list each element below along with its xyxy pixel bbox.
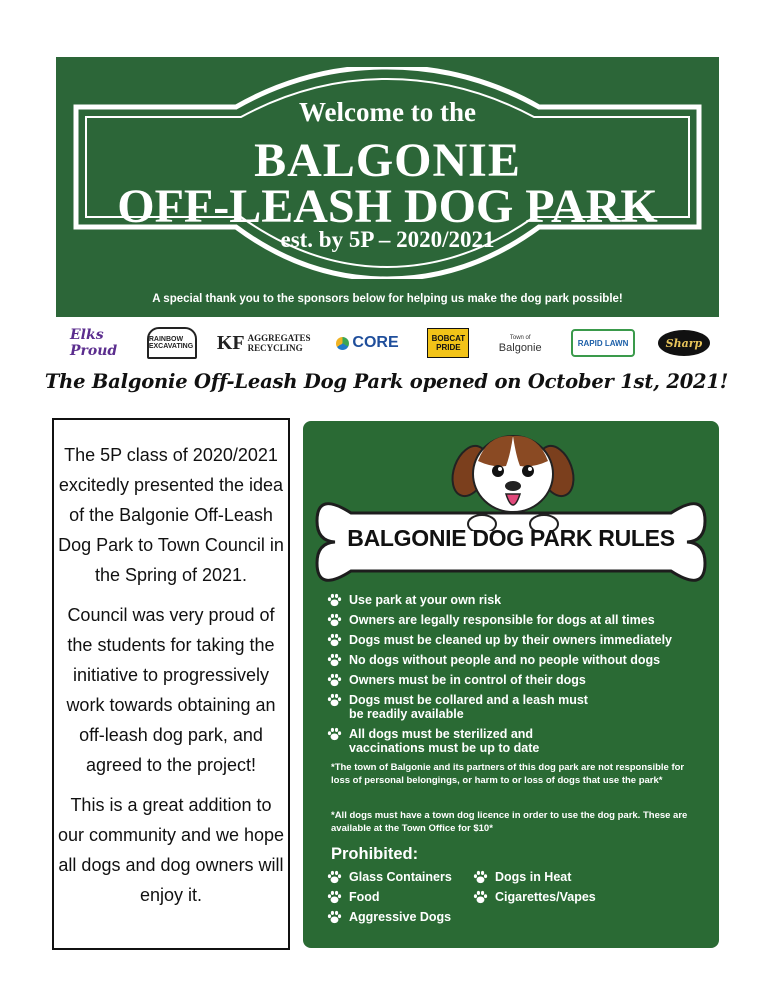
rule-item bbox=[327, 633, 707, 647]
paw-icon bbox=[327, 613, 342, 627]
banner-welcome: Welcome to the bbox=[299, 97, 476, 127]
core-icon bbox=[336, 337, 349, 350]
banner-title-line2: OFF-LEASH DOG PARK bbox=[117, 180, 658, 233]
paw-icon bbox=[327, 593, 342, 607]
paw-icon bbox=[327, 870, 342, 884]
liability-note: *The town of Balgonie and its partners of this dog park are not responsible for loss of personal belongings, or harm to or loss of dogs that use the park* bbox=[331, 762, 685, 786]
kf-mark: KF bbox=[216, 332, 245, 354]
sharp-logo: Sharp bbox=[658, 330, 710, 356]
paw-icon bbox=[327, 890, 342, 904]
prohibited-heading: Prohibited: bbox=[331, 845, 419, 863]
prohibited-item bbox=[327, 870, 452, 884]
paw-icon bbox=[327, 910, 342, 924]
rule-text: Owners are legally responsible for dogs at all times bbox=[349, 613, 655, 627]
town-name: Balgonie bbox=[498, 342, 542, 354]
prohibited-text: Cigarettes/Vapes bbox=[495, 890, 596, 904]
paw-icon bbox=[327, 727, 342, 741]
prohibited-text: Aggressive Dogs bbox=[349, 910, 452, 924]
paw-icon bbox=[327, 693, 342, 707]
prohibited-item bbox=[327, 910, 451, 924]
dog-illustration bbox=[448, 426, 578, 531]
rule-item bbox=[327, 673, 707, 687]
core-text: CORE bbox=[352, 334, 399, 351]
rule-text: Dogs must be collared and a leash must be readily available bbox=[349, 693, 588, 721]
paw-icon bbox=[327, 633, 342, 647]
rule-text: No dogs without people and no people without dogs bbox=[349, 653, 661, 667]
opening-headline: The Balgonie Off-Leash Dog Park opened on October 1st, 2021! bbox=[44, 370, 729, 393]
paw-icon bbox=[327, 653, 342, 667]
rule-item bbox=[327, 727, 707, 755]
paw-icon bbox=[473, 870, 488, 884]
rules-panel bbox=[303, 421, 719, 948]
bobcat-pride-logo bbox=[427, 328, 469, 358]
story-box bbox=[52, 418, 290, 950]
town-small: Town of bbox=[509, 335, 531, 341]
kf-line2: RECYCLING bbox=[247, 343, 303, 353]
rule-list bbox=[327, 593, 707, 761]
kf-line1: AGGREGATES bbox=[247, 333, 311, 343]
prohibited-text: Dogs in Heat bbox=[495, 870, 572, 884]
rules-title: BALGONIE DOG PARK RULES bbox=[347, 525, 675, 551]
prohibited-item bbox=[327, 890, 380, 904]
kf-aggregates-logo bbox=[216, 328, 311, 358]
bobcat-line1: BOBCAT bbox=[431, 334, 466, 343]
rule-text: All dogs must be sterilized and vaccinations must be up to date bbox=[349, 727, 540, 755]
paw-icon bbox=[473, 890, 488, 904]
sponsor-thanks: A special thank you to the sponsors below for helping us make the dog park possible! bbox=[152, 293, 623, 305]
prohibited-text: Food bbox=[349, 890, 380, 904]
rule-item bbox=[327, 653, 707, 667]
banner-title-line1: BALGONIE bbox=[254, 134, 521, 187]
prohibited-text: Glass Containers bbox=[349, 870, 452, 884]
story-paragraph-3: This is a great addition to our community and we hope all dogs and dog owners will enjoy it. bbox=[57, 795, 285, 905]
licence-note: *All dogs must have a town dog licence in order to use the dog park. These are available at the Town Office for $10* bbox=[331, 810, 688, 834]
rule-text: Use park at your own risk bbox=[349, 593, 502, 607]
story-paragraph-2: Council was very proud of the students for taking the initiative to progressively work towards obtaining an off-leash dog park, and agreed to the project! bbox=[66, 605, 276, 775]
story-paragraph-1: The 5P class of 2020/2021 excitedly presented the idea of the Balgonie Off-Leash Dog Park to Town Council in the Spring of 2021. bbox=[58, 445, 284, 585]
core-logo bbox=[331, 328, 405, 358]
rule-item bbox=[327, 593, 707, 607]
rule-text: Owners must be in control of their dogs bbox=[349, 673, 586, 687]
rapid-lawn-logo: RAPID LAWN bbox=[571, 329, 635, 357]
prohibited-item bbox=[473, 890, 596, 904]
prohibited-item bbox=[473, 870, 571, 884]
bobcat-line2: PRIDE bbox=[436, 343, 461, 352]
elks-logo: Elks Proud bbox=[70, 327, 118, 359]
banner-established: est. by 5P – 2020/2021 bbox=[280, 227, 495, 252]
rainbow-excavating-logo: RAINBOW EXCAVATING bbox=[147, 327, 197, 359]
paw-icon bbox=[327, 673, 342, 687]
sponsor-logos bbox=[70, 326, 710, 360]
rule-item bbox=[327, 613, 707, 627]
rule-item bbox=[327, 693, 707, 721]
town-of-balgonie-logo bbox=[492, 328, 548, 358]
rule-text: Dogs must be cleaned up by their owners immediately bbox=[349, 633, 672, 647]
welcome-banner bbox=[56, 57, 719, 317]
